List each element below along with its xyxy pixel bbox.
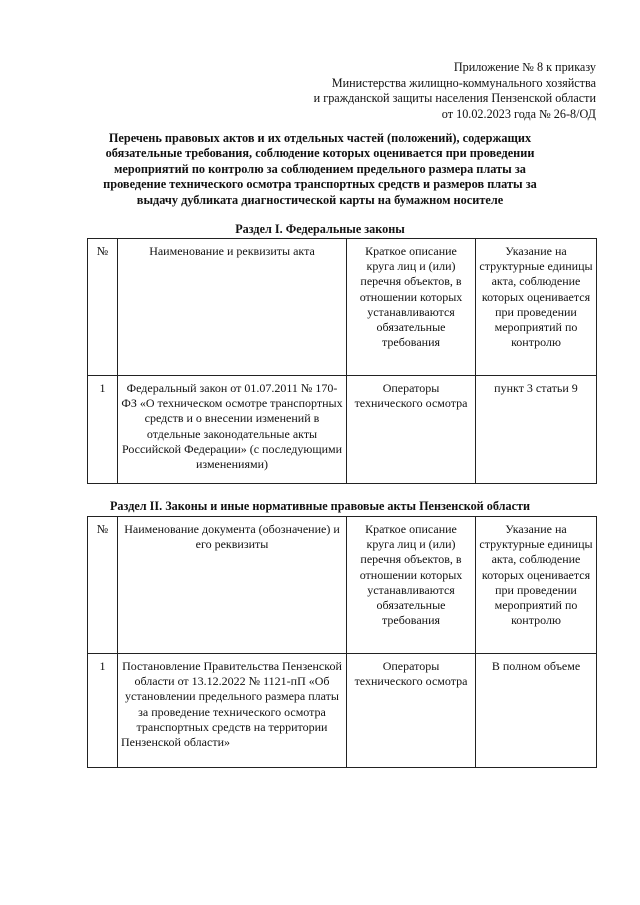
header-description: Краткое описание круга лиц и (или) перечня объектов, в отношении которых устанавливаются обязательные требования xyxy=(347,239,476,376)
approval-line-3: и гражданской защиты населения Пензенской области xyxy=(313,91,596,105)
header-name: Наименование и реквизиты акта xyxy=(118,239,347,376)
document-title: Перечень правовых актов и их отдельных частей (положений), содержащих обязательные требования, соблюдение которых оценивается при проведении мероприятий по контролю за соблюдением предельного размера платы за проведение технического осмотра транспортных средств и размеров платы за выдачу дубликата диагностической карты на бумажном носителе xyxy=(103,131,537,207)
table-header-row xyxy=(88,239,597,376)
cell-num: 1 xyxy=(88,376,118,484)
header-num: № xyxy=(88,239,118,376)
cell-units: В полном объеме xyxy=(476,654,597,768)
section-2-table xyxy=(87,516,597,768)
cell-description: Операторы технического осмотра xyxy=(347,376,476,484)
cell-units: пункт 3 статьи 9 xyxy=(476,376,597,484)
cell-name: Постановление Правительства Пензенской области от 13.12.2022 № 1121-пП «Об установлении предельного размера платы за проведение технического осмотра транспортных средств на территории Пензенской области» xyxy=(118,654,347,768)
approval-stamp xyxy=(314,60,596,122)
table-row xyxy=(88,376,597,484)
cell-num: 1 xyxy=(88,654,118,768)
header-units: Указание на структурные единицы акта, соблюдение которых оценивается при проведении мероприятий по контролю xyxy=(476,517,597,654)
header-name: Наименование документа (обозначение) и его реквизиты xyxy=(118,517,347,654)
cell-description: Операторы технического осмотра xyxy=(347,654,476,768)
section-1-title: Раздел I. Федеральные законы xyxy=(235,222,405,236)
table-row xyxy=(88,654,597,768)
approval-line-1: Приложение № 8 к приказу xyxy=(453,60,596,74)
approval-line-4: от 10.02.2023 года № 26-8/ОД xyxy=(441,106,596,121)
section-2-title: Раздел II. Законы и иные нормативные правовые акты Пензенской области xyxy=(109,499,530,513)
table-header-row xyxy=(88,517,597,654)
section-1-table xyxy=(87,238,597,484)
header-description: Краткое описание круга лиц и (или) перечня объектов, в отношении которых устанавливаются обязательные требования xyxy=(347,517,476,654)
header-units: Указание на структурные единицы акта, соблюдение которых оценивается при проведении мероприятий по контролю xyxy=(476,239,597,376)
approval-line-2: Министерства жилищно-коммунального хозяйства xyxy=(331,75,596,90)
cell-name: Федеральный закон от 01.07.2011 № 170-ФЗ «О техническом осмотре транспортных средств и о внесении изменений в отдельные законодательные акты Российской Федерации» (с последующими изменениями) xyxy=(118,376,347,484)
header-num: № xyxy=(88,517,118,654)
